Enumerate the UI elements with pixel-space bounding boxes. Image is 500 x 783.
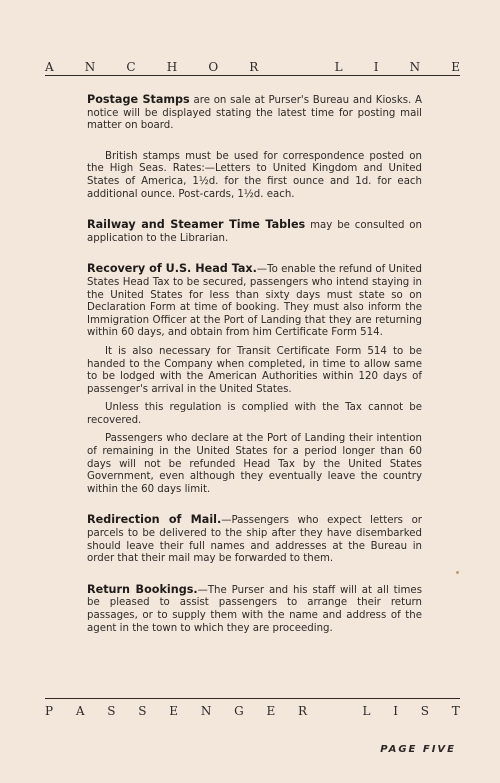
header-letter: I — [373, 60, 379, 74]
header-letter: N — [84, 60, 96, 74]
footer-letter: S — [420, 704, 430, 718]
section-heading: Postage Stamps — [87, 93, 190, 106]
section-text: —To enable the refund of United States Head Tax to be secured, passengers who intend staying in the United States for less than sixty days must state so on Declaration Form at time of booking. They must also inform the Immigration Officer at the Port of Landing that they are returning within 60 days, and obtain from him Certificate Form 514. — [87, 264, 423, 339]
page-body — [87, 94, 422, 635]
footer-letter: A — [75, 704, 85, 718]
section-transit-certificate — [87, 346, 422, 396]
section-regulation — [87, 402, 422, 427]
section-head-tax — [87, 263, 422, 340]
header-letter: R — [249, 60, 259, 74]
header-letter: H — [166, 60, 178, 74]
footer-letter: I — [393, 704, 399, 718]
footer-letter: L — [362, 704, 371, 718]
section-heading: Recovery of U.S. Head Tax. — [87, 262, 257, 276]
header-letter: O — [208, 60, 219, 74]
footer-banner — [45, 704, 460, 718]
section-heading: Return Bookings. — [87, 582, 198, 596]
section-text: may be consulted on application to the Librarian. — [87, 220, 422, 244]
header-letter: L — [334, 60, 343, 74]
header-letter: E — [451, 60, 460, 74]
footer-letter: N — [200, 704, 212, 718]
header-banner — [45, 60, 460, 74]
section-return-bookings — [87, 584, 422, 635]
header-letter: C — [126, 60, 136, 74]
section-heading: Railway and Steamer Time Tables — [87, 218, 306, 232]
section-declaration — [87, 433, 422, 496]
header-letter: N — [409, 60, 421, 74]
section-british-stamps — [87, 151, 422, 201]
footer-rule — [45, 698, 460, 699]
footer-letter: G — [234, 704, 244, 718]
header-rule — [45, 75, 460, 76]
footer-letter: S — [138, 704, 147, 718]
footer-letter: S — [107, 704, 116, 718]
section-time-tables — [87, 219, 422, 245]
footer-letter: E — [169, 704, 179, 718]
footer-letter: R — [297, 704, 308, 718]
footer-letter: E — [266, 704, 276, 718]
section-text: are on sale at Purser's Bureau and Kiosks. A notice will be displayed stating the latest time for posting mail matter on board. — [87, 95, 423, 132]
paper-blemish — [456, 571, 459, 574]
section-text: Unless this regulation is complied with the Tax cannot be recovered. — [87, 402, 422, 426]
footer-letter: P — [45, 704, 54, 718]
footer-letter: T — [451, 704, 460, 718]
section-heading: Redirection of Mail. — [87, 513, 222, 527]
section-text: —Passengers who expect letters or parcels to be delivered to the ship after they have disembarked should leave their full names and addresses at the Bureau in order that their mail may be forwarded to them. — [87, 515, 422, 565]
section-text: It is also necessary for Transit Certificate Form 514 to be handed to the Company when completed, in time to allow same to be lodged with the American Authorities within 120 days of passenger's arrival in the United States. — [87, 345, 422, 395]
section-redirection-of-mail — [87, 514, 422, 565]
section-text: —The Purser and his staff will at all times be pleased to assist passengers to arrange their return passages, or to supply them with the name and address of the agent in the town to which they are proceeding. — [87, 584, 422, 634]
section-postage-stamps — [87, 94, 422, 133]
section-text: Passengers who declare at the Port of Landing their intention of remaining in the United States for a period longer than 60 days will not be refunded Head Tax by the United States Government, even although they eventually leave the country within the 60 days limit. — [87, 433, 422, 495]
page-number: PAGE FIVE — [380, 744, 456, 755]
header-letter: A — [45, 60, 54, 74]
section-text: British stamps must be used for correspondence posted on the High Seas. Rates:—Letters to United Kingdom and United States of America, 1½d. for the first ounce and 1d. for each additional ounce. Post-cards, 1½d. each. — [87, 150, 422, 200]
